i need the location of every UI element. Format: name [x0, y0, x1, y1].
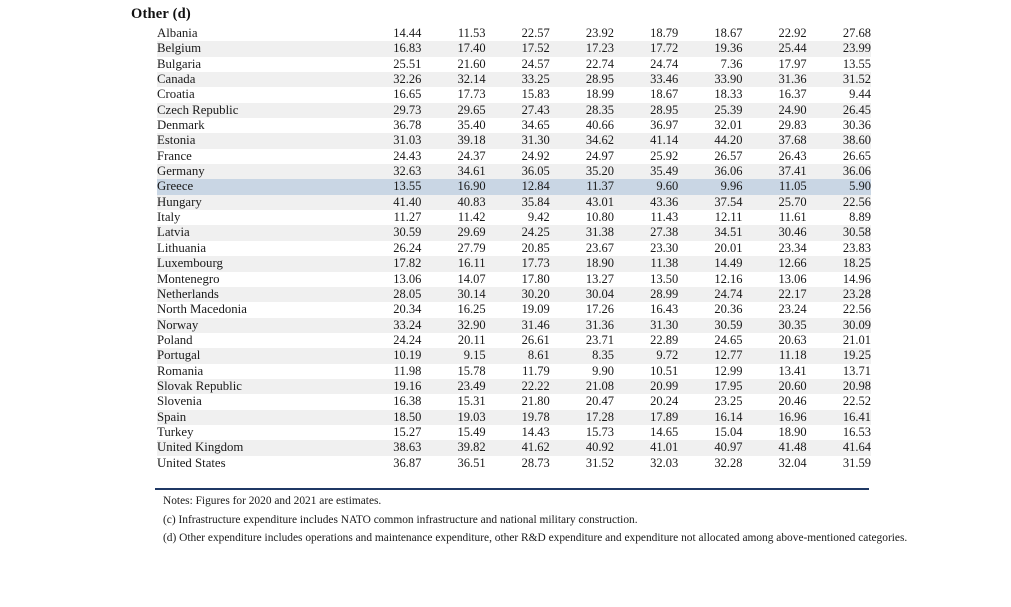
row-value-cell: 31.52	[585, 455, 614, 470]
row-country-label: Germany	[157, 164, 357, 179]
row-value-cell: 23.83	[842, 240, 871, 255]
row-value-cell: 11.27	[393, 210, 422, 225]
row-value-cell: 19.36	[678, 41, 742, 56]
row-value-cell: 23.67	[585, 240, 614, 255]
row-value-cell: 18.33	[714, 87, 743, 102]
row-value-cell: 15.31	[457, 394, 486, 409]
row-country-label: Norway	[157, 318, 357, 333]
row-country-label: Slovak Republic	[157, 379, 357, 394]
row-value-cell: 11.38	[614, 256, 678, 271]
row-value-cell: 28.73	[521, 455, 550, 470]
table-row	[157, 272, 871, 287]
row-value-cell: 20.11	[457, 332, 486, 347]
row-country-label: Denmark	[157, 118, 205, 133]
row-value-cell: 7.36	[720, 56, 743, 71]
row-value-cell: 24.92	[521, 148, 550, 163]
row-value-cell: 31.36	[550, 318, 614, 333]
row-value-cell: 31.36	[742, 72, 806, 87]
row-value-cell: 35.40	[457, 118, 486, 133]
row-value-cell: 32.26	[357, 72, 421, 87]
row-value-cell: 24.90	[742, 103, 806, 118]
row-value-cell: 26.45	[807, 103, 871, 118]
table-row	[157, 364, 871, 379]
row-value-cell: 12.11	[714, 210, 743, 225]
row-value-cell: 12.66	[742, 256, 806, 271]
row-value-cell: 26.43	[778, 148, 807, 163]
row-value-cell: 9.44	[849, 87, 871, 102]
table-row	[157, 440, 871, 455]
row-value-cell: 30.59	[678, 318, 742, 333]
row-value-cell: 11.79	[522, 363, 550, 378]
row-value-cell: 26.65	[842, 148, 871, 163]
row-value-cell: 24.74	[650, 56, 679, 71]
row-value-cell: 41.40	[357, 195, 421, 210]
row-value-cell: 22.52	[842, 394, 871, 409]
row-value-cell: 16.41	[807, 410, 871, 425]
row-value-cell: 29.73	[357, 103, 421, 118]
row-value-cell: 27.38	[614, 225, 678, 240]
table-row	[157, 41, 871, 56]
row-value-cell: 14.43	[521, 424, 550, 439]
row-value-cell: 11.05	[742, 179, 806, 194]
row-value-cell: 43.36	[614, 195, 678, 210]
row-value-cell: 21.08	[550, 379, 614, 394]
row-value-cell: 15.04	[714, 424, 743, 439]
row-value-cell: 33.24	[357, 318, 421, 333]
table-row	[157, 210, 871, 225]
row-country-label: France	[157, 148, 192, 163]
table-row	[157, 118, 871, 133]
table-row	[157, 57, 871, 72]
row-country-label: United Kingdom	[157, 440, 357, 455]
row-value-cell: 27.68	[842, 26, 871, 40]
row-value-cell: 30.20	[486, 287, 550, 302]
row-value-cell: 13.55	[357, 179, 421, 194]
row-value-cell: 32.04	[778, 455, 807, 470]
row-country-label: Estonia	[157, 133, 357, 148]
row-value-cell: 20.24	[650, 394, 679, 409]
table-bottom-rule	[155, 488, 869, 490]
row-value-cell: 31.30	[486, 133, 550, 148]
row-value-cell: 12.16	[714, 271, 743, 286]
row-value-cell: 22.89	[650, 332, 679, 347]
row-country-label: Romania	[157, 363, 204, 378]
row-value-cell: 13.06	[393, 271, 422, 286]
row-value-cell: 9.90	[592, 363, 614, 378]
row-value-cell: 17.82	[357, 256, 421, 271]
row-value-cell: 23.71	[585, 332, 614, 347]
row-value-cell: 20.34	[393, 302, 422, 317]
table-body	[157, 26, 871, 471]
row-value-cell: 17.28	[550, 410, 614, 425]
row-value-cell: 27.79	[457, 240, 486, 255]
row-value-cell: 8.61	[486, 348, 550, 363]
table-row	[157, 225, 871, 240]
row-value-cell: 26.57	[714, 148, 743, 163]
row-value-cell: 30.35	[742, 318, 806, 333]
row-value-cell: 14.65	[650, 424, 679, 439]
row-value-cell: 26.61	[521, 332, 550, 347]
row-value-cell: 29.83	[778, 118, 807, 133]
row-value-cell: 29.69	[421, 225, 485, 240]
row-value-cell: 30.59	[357, 225, 421, 240]
row-value-cell: 23.28	[807, 287, 871, 302]
table-row	[157, 133, 871, 148]
row-value-cell: 11.61	[778, 210, 807, 225]
row-value-cell: 38.63	[357, 440, 421, 455]
row-value-cell: 37.41	[742, 164, 806, 179]
row-country-label: Portugal	[157, 348, 357, 363]
row-value-cell: 28.05	[357, 287, 421, 302]
row-value-cell: 16.25	[457, 302, 486, 317]
row-value-cell: 16.38	[393, 394, 422, 409]
row-value-cell: 34.65	[521, 118, 550, 133]
row-value-cell: 23.25	[714, 394, 743, 409]
row-value-cell: 9.42	[527, 210, 550, 225]
row-value-cell: 17.52	[486, 41, 550, 56]
row-value-cell: 40.83	[421, 195, 485, 210]
row-value-cell: 22.56	[842, 302, 871, 317]
table-row	[157, 302, 871, 317]
table-row	[157, 195, 871, 210]
row-value-cell: 10.51	[650, 363, 679, 378]
note-line: (d) Other expenditure includes operations and maintenance expenditure, other R&D expenditure and expenditure not allocated among above-mentioned categories.	[163, 532, 908, 545]
row-value-cell: 23.30	[650, 240, 679, 255]
row-value-cell: 13.50	[650, 271, 679, 286]
row-value-cell: 15.78	[457, 363, 486, 378]
row-value-cell: 16.53	[842, 424, 871, 439]
row-value-cell: 20.46	[778, 394, 807, 409]
row-value-cell: 18.25	[807, 256, 871, 271]
row-value-cell: 11.98	[393, 363, 422, 378]
row-value-cell: 8.89	[849, 210, 871, 225]
row-value-cell: 22.22	[486, 379, 550, 394]
row-value-cell: 16.83	[357, 41, 421, 56]
row-value-cell: 14.44	[393, 26, 422, 40]
row-value-cell: 23.34	[778, 240, 807, 255]
row-value-cell: 28.95	[614, 103, 678, 118]
row-value-cell: 32.28	[714, 455, 743, 470]
row-country-label: Slovenia	[157, 394, 202, 409]
row-value-cell: 12.77	[678, 348, 742, 363]
row-country-label: Turkey	[157, 424, 194, 439]
row-value-cell: 23.99	[807, 41, 871, 56]
row-value-cell: 35.20	[550, 164, 614, 179]
row-value-cell: 31.30	[614, 318, 678, 333]
row-value-cell: 36.06	[807, 164, 871, 179]
row-value-cell: 12.84	[486, 179, 550, 194]
row-value-cell: 41.01	[614, 440, 678, 455]
row-value-cell: 20.63	[778, 332, 807, 347]
row-value-cell: 36.51	[457, 455, 486, 470]
row-value-cell: 31.03	[357, 133, 421, 148]
row-value-cell: 36.05	[486, 164, 550, 179]
row-value-cell: 16.96	[742, 410, 806, 425]
row-value-cell: 37.54	[678, 195, 742, 210]
row-value-cell: 17.80	[521, 271, 550, 286]
row-value-cell: 16.14	[678, 410, 742, 425]
row-value-cell: 36.78	[393, 118, 422, 133]
row-value-cell: 28.99	[614, 287, 678, 302]
row-value-cell: 23.92	[585, 26, 614, 40]
row-value-cell: 9.15	[421, 348, 485, 363]
table-row	[157, 333, 871, 348]
row-value-cell: 19.03	[421, 410, 485, 425]
row-country-label: Netherlands	[157, 287, 357, 302]
row-value-cell: 22.74	[585, 56, 614, 71]
row-country-label: Canada	[157, 72, 357, 87]
row-value-cell: 24.65	[714, 332, 743, 347]
row-value-cell: 32.90	[421, 318, 485, 333]
row-value-cell: 24.37	[457, 148, 486, 163]
row-value-cell: 17.72	[614, 41, 678, 56]
row-value-cell: 30.04	[550, 287, 614, 302]
row-value-cell: 10.19	[357, 348, 421, 363]
row-value-cell: 19.78	[486, 410, 550, 425]
row-value-cell: 18.50	[357, 410, 421, 425]
row-value-cell: 20.60	[742, 379, 806, 394]
row-country-label: Albania	[157, 26, 198, 40]
table-row	[157, 287, 871, 302]
row-value-cell: 13.41	[778, 363, 807, 378]
row-value-cell: 11.18	[742, 348, 806, 363]
row-value-cell: 33.25	[486, 72, 550, 87]
row-value-cell: 16.11	[421, 256, 485, 271]
row-value-cell: 40.97	[678, 440, 742, 455]
row-value-cell: 34.62	[550, 133, 614, 148]
row-value-cell: 8.35	[550, 348, 614, 363]
row-value-cell: 30.09	[807, 318, 871, 333]
row-value-cell: 17.89	[614, 410, 678, 425]
row-country-label: United States	[157, 455, 226, 470]
row-value-cell: 41.64	[807, 440, 871, 455]
row-value-cell: 24.25	[486, 225, 550, 240]
row-value-cell: 24.74	[678, 287, 742, 302]
row-value-cell: 19.16	[357, 379, 421, 394]
row-value-cell: 13.71	[842, 363, 871, 378]
row-value-cell: 11.53	[457, 26, 486, 40]
table-row	[157, 103, 871, 118]
row-value-cell: 19.25	[807, 348, 871, 363]
row-value-cell: 24.24	[393, 332, 422, 347]
row-value-cell: 5.90	[807, 179, 871, 194]
row-value-cell: 15.27	[393, 424, 422, 439]
row-value-cell: 34.51	[678, 225, 742, 240]
row-value-cell: 18.90	[550, 256, 614, 271]
row-value-cell: 17.73	[486, 256, 550, 271]
row-value-cell: 14.07	[457, 271, 486, 286]
row-value-cell: 37.68	[742, 133, 806, 148]
row-value-cell: 14.96	[842, 271, 871, 286]
row-value-cell: 40.66	[585, 118, 614, 133]
row-value-cell: 13.06	[778, 271, 807, 286]
row-value-cell: 38.60	[807, 133, 871, 148]
row-value-cell: 39.82	[421, 440, 485, 455]
row-value-cell: 31.46	[486, 318, 550, 333]
table-row	[157, 425, 871, 440]
row-value-cell: 28.35	[550, 103, 614, 118]
row-country-label: North Macedonia	[157, 302, 247, 317]
row-value-cell: 18.90	[778, 424, 807, 439]
row-value-cell: 30.46	[742, 225, 806, 240]
row-value-cell: 15.73	[585, 424, 614, 439]
table-row	[157, 72, 871, 87]
row-value-cell: 17.95	[678, 379, 742, 394]
row-value-cell: 18.99	[585, 87, 614, 102]
table-row	[157, 256, 871, 271]
row-value-cell: 26.24	[393, 240, 422, 255]
row-value-cell: 22.92	[778, 26, 807, 40]
table-row	[157, 456, 871, 471]
row-value-cell: 18.79	[650, 26, 679, 40]
table-row	[157, 26, 871, 41]
row-value-cell: 31.59	[842, 455, 871, 470]
row-value-cell: 19.09	[521, 302, 550, 317]
row-value-cell: 21.60	[457, 56, 486, 71]
row-country-label: Italy	[157, 210, 181, 225]
row-value-cell: 35.84	[486, 195, 550, 210]
note-line: (c) Infrastructure expenditure includes NATO common infrastructure and national military construction.	[163, 513, 638, 526]
table-row	[157, 394, 871, 409]
row-value-cell: 32.14	[421, 72, 485, 87]
table-row	[157, 348, 871, 363]
row-value-cell: 23.24	[778, 302, 807, 317]
row-value-cell: 20.01	[714, 240, 743, 255]
row-value-cell: 25.70	[742, 195, 806, 210]
table-notes	[163, 492, 923, 548]
row-value-cell: 32.03	[650, 455, 679, 470]
row-value-cell: 20.47	[585, 394, 614, 409]
row-value-cell: 15.49	[457, 424, 486, 439]
row-value-cell: 16.43	[650, 302, 679, 317]
row-value-cell: 17.23	[550, 41, 614, 56]
row-value-cell: 33.46	[614, 72, 678, 87]
row-value-cell: 36.06	[678, 164, 742, 179]
row-value-cell: 17.26	[585, 302, 614, 317]
row-country-label: Latvia	[157, 225, 357, 240]
row-country-label: Czech Republic	[157, 103, 357, 118]
row-value-cell: 29.65	[421, 103, 485, 118]
note-line: Notes: Figures for 2020 and 2021 are estimates.	[163, 495, 382, 507]
table-row	[157, 179, 871, 194]
row-value-cell: 20.36	[714, 302, 743, 317]
row-value-cell: 25.51	[393, 56, 422, 71]
row-country-label: Greece	[157, 179, 357, 194]
table-row	[157, 241, 871, 256]
row-value-cell: 32.01	[714, 118, 743, 133]
row-country-label: Spain	[157, 410, 357, 425]
row-value-cell: 24.43	[393, 148, 422, 163]
row-value-cell: 33.90	[678, 72, 742, 87]
row-value-cell: 22.56	[807, 195, 871, 210]
row-value-cell: 41.48	[742, 440, 806, 455]
row-country-label: Lithuania	[157, 240, 207, 255]
row-value-cell: 32.63	[357, 164, 421, 179]
row-country-label: Luxembourg	[157, 256, 357, 271]
row-value-cell: 18.67	[650, 87, 679, 102]
row-value-cell: 11.42	[457, 210, 486, 225]
row-value-cell: 41.14	[614, 133, 678, 148]
row-value-cell: 44.20	[678, 133, 742, 148]
row-value-cell: 11.37	[550, 179, 614, 194]
row-value-cell: 30.58	[807, 225, 871, 240]
row-value-cell: 14.49	[678, 256, 742, 271]
row-value-cell: 36.97	[650, 118, 679, 133]
table-row	[157, 87, 871, 102]
table-row	[157, 164, 871, 179]
row-value-cell: 20.99	[614, 379, 678, 394]
row-country-label: Montenegro	[157, 271, 220, 286]
row-value-cell: 31.38	[550, 225, 614, 240]
row-country-label: Poland	[157, 332, 193, 347]
row-country-label: Croatia	[157, 87, 195, 102]
row-value-cell: 20.98	[807, 379, 871, 394]
row-value-cell: 25.39	[678, 103, 742, 118]
row-value-cell: 30.36	[842, 118, 871, 133]
row-value-cell: 17.73	[457, 87, 486, 102]
row-value-cell: 10.80	[585, 210, 614, 225]
row-value-cell: 16.90	[421, 179, 485, 194]
row-value-cell: 9.96	[678, 179, 742, 194]
row-value-cell: 16.37	[778, 87, 807, 102]
row-value-cell: 36.87	[393, 455, 422, 470]
row-value-cell: 16.65	[393, 87, 422, 102]
table-row	[157, 410, 871, 425]
table-row	[157, 379, 871, 394]
row-country-label: Hungary	[157, 195, 357, 210]
row-value-cell: 43.01	[550, 195, 614, 210]
row-value-cell: 34.61	[421, 164, 485, 179]
row-value-cell: 25.44	[742, 41, 806, 56]
row-value-cell: 40.92	[550, 440, 614, 455]
row-value-cell: 18.67	[714, 26, 743, 40]
row-value-cell: 23.49	[421, 379, 485, 394]
row-value-cell: 24.57	[521, 56, 550, 71]
page-title: Other (d)	[131, 6, 191, 22]
row-value-cell: 15.83	[521, 87, 550, 102]
row-value-cell: 27.43	[486, 103, 550, 118]
row-country-label: Belgium	[157, 41, 357, 56]
row-value-cell: 17.97	[778, 56, 807, 71]
row-value-cell: 13.27	[585, 271, 614, 286]
row-value-cell: 22.17	[742, 287, 806, 302]
row-value-cell: 21.80	[521, 394, 550, 409]
row-value-cell: 17.40	[421, 41, 485, 56]
row-value-cell: 25.92	[650, 148, 679, 163]
row-value-cell: 11.43	[650, 210, 679, 225]
row-value-cell: 24.97	[585, 148, 614, 163]
row-value-cell: 22.57	[521, 26, 550, 40]
row-country-label: Bulgaria	[157, 56, 202, 71]
table-row	[157, 318, 871, 333]
row-value-cell: 31.52	[807, 72, 871, 87]
row-value-cell: 21.01	[842, 332, 871, 347]
row-value-cell: 41.62	[486, 440, 550, 455]
row-value-cell: 20.85	[521, 240, 550, 255]
row-value-cell: 30.14	[421, 287, 485, 302]
row-value-cell: 28.95	[550, 72, 614, 87]
row-value-cell: 35.49	[614, 164, 678, 179]
row-value-cell: 9.72	[614, 348, 678, 363]
row-value-cell: 39.18	[421, 133, 485, 148]
row-value-cell: 13.55	[842, 56, 871, 71]
table-row	[157, 149, 871, 164]
expenditure-table	[157, 26, 871, 471]
row-value-cell: 12.99	[714, 363, 743, 378]
row-value-cell: 9.60	[614, 179, 678, 194]
